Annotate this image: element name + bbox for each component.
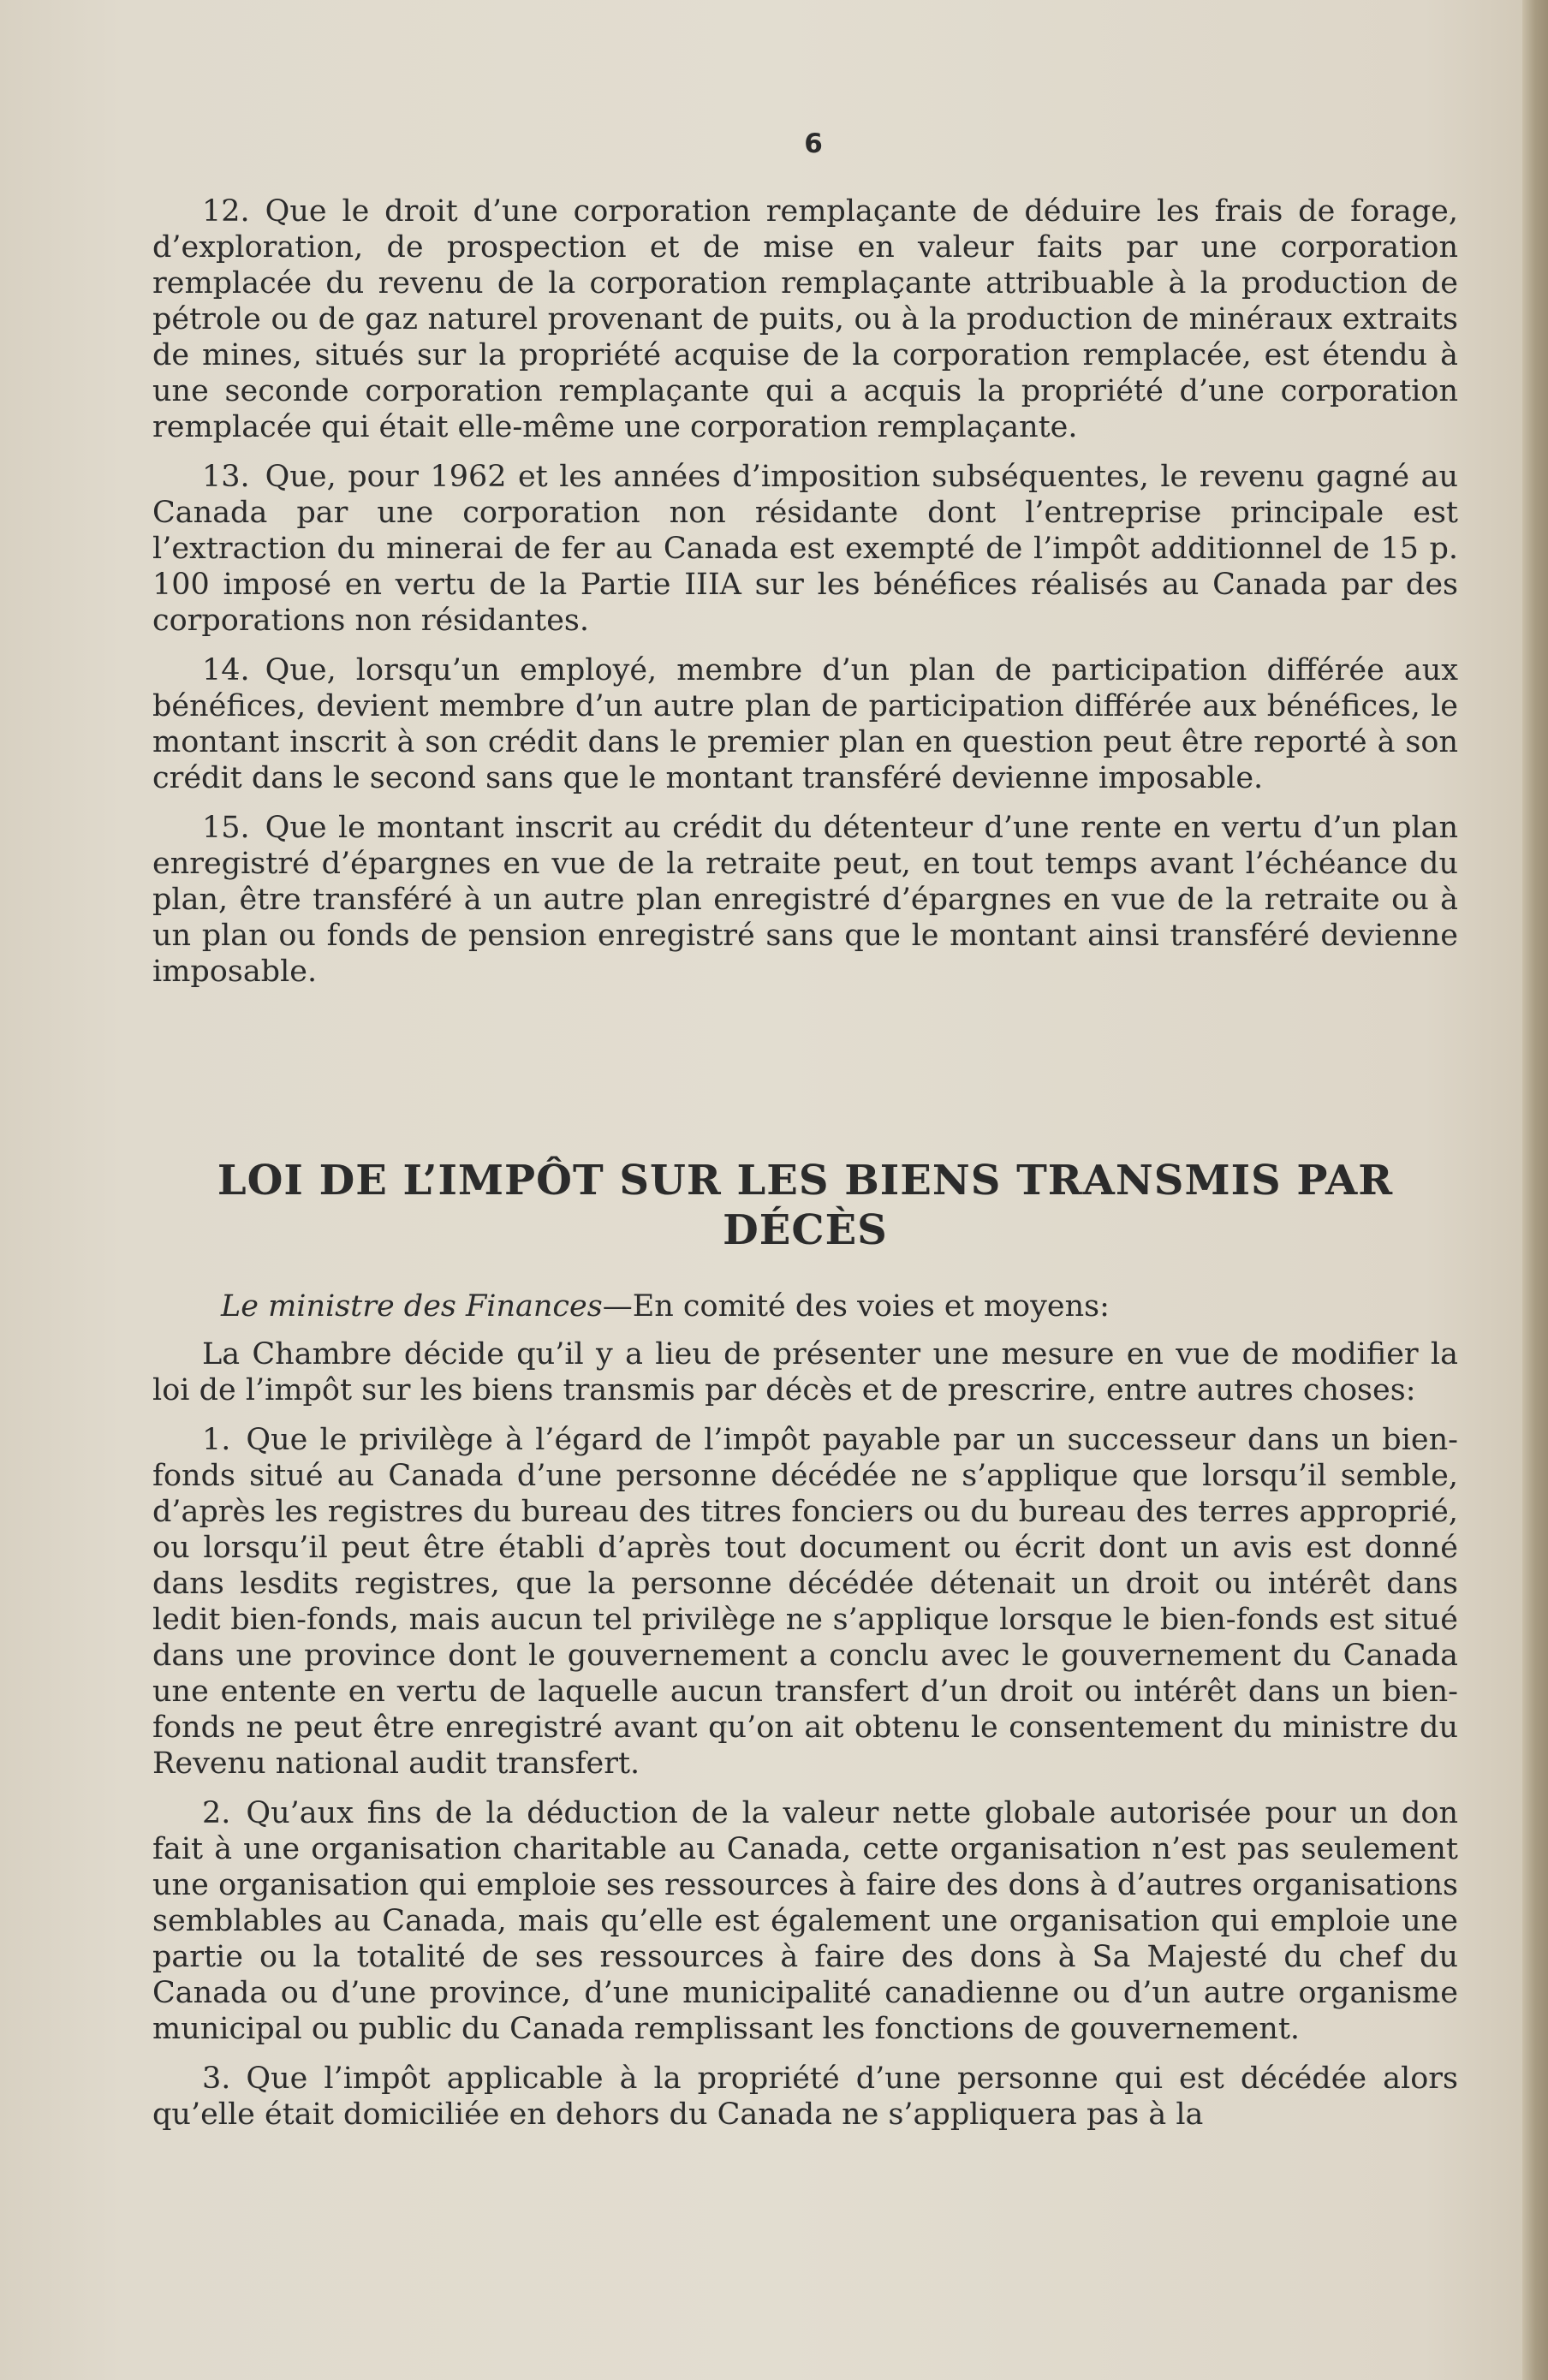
paragraph-text: Qu’aux fins de la déduction de la valeur nette globale autorisée pour un don fait à une organisation charitable au Canada, cette organisation n’est pas seulement une organisation qui emploie ses ressources à faire des dons à d’autres organisations semblables au Canada, mais qu’elle est également une organisation qui emploie une partie ou la totalité de ses ressources à faire des dons à Sa Majesté du chef du Canada ou d’une province, d’une municipalité canadienne ou d’un autre organisme municipal ou public du Canada remplissant les fonctions de gouvernement.: [152, 1796, 1458, 2046]
section-heading: [152, 1156, 1458, 1255]
paragraph-12: [152, 193, 1458, 445]
heading-line-2: DÉCÈS: [723, 1206, 888, 1254]
heading-line-1: LOI DE L’IMPÔT SUR LES BIENS TRANSMIS PAR: [217, 1157, 1394, 1205]
paragraph-1: [152, 1422, 1458, 1782]
paragraph-text: Que le privilège à l’égard de l’impôt payable par un successeur dans un bien-fonds situé au Canada d’une personne décédée ne s’applique que lorsqu’il semble, d’après les registres du bureau des titres fonciers ou du bureau des terres approprié, ou lorsqu’il peut être établi d’après tout document ou écrit dont un avis est donné dans lesdits registres, que la personne décédée détenait un droit ou intérêt dans ledit bien-fonds, mais aucun tel privilège ne s’applique lorsque le bien-fonds est situé dans une province dont le gouvernement a conclu avec le gouvernement du Canada une entente en vertu de laquelle aucun transfert d’un droit ou intérêt dans un bien-fonds ne peut être enregistré avant qu’on ait obtenu le consentement du ministre du Revenu national audit transfert.: [152, 1423, 1458, 1781]
paragraph-2: [152, 1795, 1458, 2047]
paragraph-13: [152, 459, 1458, 639]
paragraph-number: 12.: [202, 194, 250, 229]
paragraph-text: Que l’impôt applicable à la propriété d’une personne qui est décédée alors qu’elle était domiciliée en dehors du Canada ne s’appliquera pas à la: [152, 2062, 1458, 2132]
paragraph-number: 13.: [202, 460, 250, 494]
paragraph-number: 2.: [202, 1796, 231, 1830]
speaker-name: Le ministre des Finances: [221, 1289, 603, 1324]
page-number: 6: [804, 128, 823, 159]
speaker-tail: —En comité des voies et moyens:: [602, 1289, 1110, 1324]
paragraph-number: 3.: [202, 2062, 231, 2096]
speaker-line: [152, 1288, 1458, 1324]
paragraph-number: 14.: [202, 653, 250, 687]
paragraph-number: 1.: [202, 1423, 231, 1457]
paragraph-15: [152, 810, 1458, 990]
paragraph-14: [152, 652, 1458, 796]
intro-paragraph: La Chambre décide qu’il y a lieu de présenter une mesure en vue de modifier la loi de l’impôt sur les biens transmis par décès et de prescrire, entre autres choses:: [152, 1337, 1458, 1407]
binding-edge: [1522, 0, 1548, 2380]
paragraph-text: Que le droit d’une corporation remplaçante de déduire les frais de forage, d’exploration, de prospection et de mise en valeur faits par une corporation remplacée du revenu de la corporation remplaçante attribuable à la production de pétrole ou de gaz naturel provenant de puits, ou à la production de minéraux extraits de mines, situés sur la propriété acquise de la corporation remplacée, est étendu à une seconde corporation remplaçante qui a acquis la propriété d’une corporation remplacée qui était elle-même une corporation remplaçante.: [152, 194, 1458, 444]
paragraph-text: Que, pour 1962 et les années d’imposition subséquentes, le revenu gagné au Canada par une corporation non résidante dont l’entreprise principale est l’extraction du minerai de fer au Canada est exempté de l’impôt additionnel de 15 p. 100 imposé en vertu de la Partie IIIA sur les bénéfices réalisés au Canada par des corporations non résidantes.: [152, 460, 1458, 638]
paragraph-text: Que le montant inscrit au crédit du détenteur d’une rente en vertu d’un plan enregistré d’épargnes en vue de la retraite peut, en tout temps avant l’échéance du plan, être transféré à un autre plan enregistré d’épargnes en vue de la retraite ou à un plan ou fonds de pension enregistré sans que le montant ainsi transféré devienne imposable.: [152, 811, 1458, 989]
section-income-tax-resolutions: [152, 193, 1458, 1003]
section-estate-tax-resolutions: [152, 1288, 1458, 2146]
paragraph-3: [152, 2061, 1458, 2133]
paragraph-text: Que, lorsqu’un employé, membre d’un plan de participation différée aux bénéfices, devient membre d’un autre plan de participation différée aux bénéfices, le montant inscrit à son crédit dans le premier plan en question peut être reporté à son crédit dans le second sans que le montant transféré devienne imposable.: [152, 653, 1458, 795]
paragraph-number: 15.: [202, 811, 250, 845]
